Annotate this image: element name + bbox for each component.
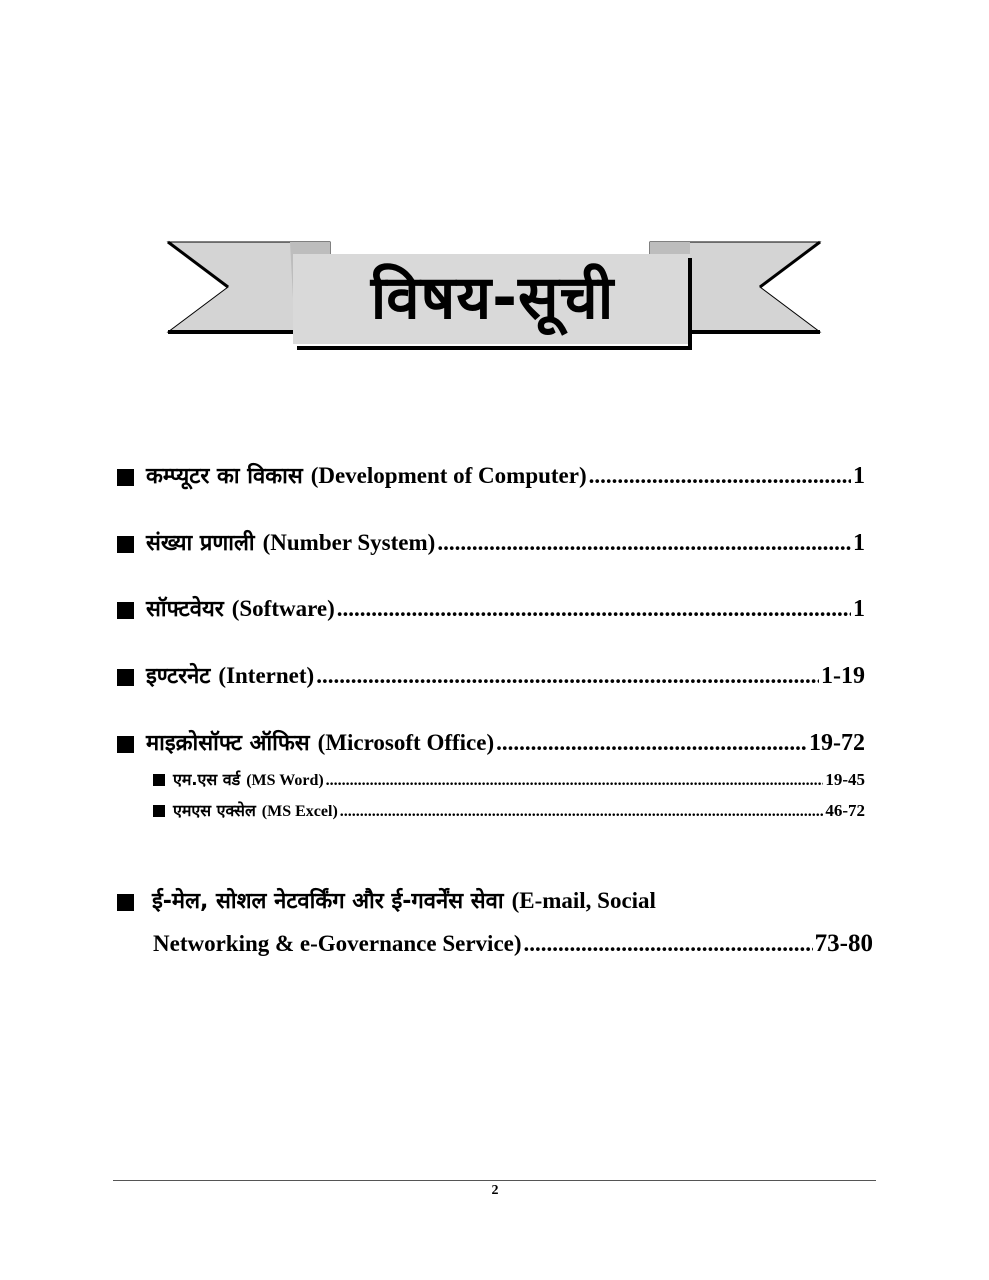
- toc-entry-software: [117, 593, 865, 627]
- toc-entry-email-social: [117, 885, 817, 919]
- entry-english-title: (Microsoft Office): [317, 730, 495, 755]
- square-bullet-icon: [153, 774, 165, 786]
- dot-leader: [524, 931, 813, 957]
- entry-page-number: 73-80: [814, 930, 873, 957]
- entry-english-title: (Development of Computer): [310, 463, 587, 488]
- entry-english-title: (E-mail, Social: [511, 888, 656, 913]
- dot-leader: [340, 803, 824, 821]
- entry-hindi-title: माइक्रोसॉफ्ट ऑफिस: [146, 731, 310, 756]
- dot-leader: [496, 730, 807, 756]
- dot-leader: [589, 463, 851, 489]
- entry-page-number: 19-72: [809, 730, 865, 756]
- footer-page-number: 2: [491, 1183, 499, 1198]
- toc-entry-email-social-continued: [153, 930, 873, 964]
- entry-page-number: 1: [853, 530, 865, 556]
- entry-english-title: (Software): [231, 596, 335, 621]
- square-bullet-icon: [117, 536, 134, 553]
- dot-leader: [326, 772, 824, 790]
- square-bullet-icon: [117, 469, 134, 486]
- entry-hindi-title: सॉफ्टवेयर: [146, 597, 224, 622]
- entry-english-title: (Number System): [262, 530, 436, 555]
- subentry-page-number: 19-45: [825, 770, 865, 789]
- subentry-page-number: 46-72: [825, 801, 865, 820]
- entry-english-title-continued: Networking & e-Governance Service): [153, 931, 522, 956]
- entry-hindi-title: संख्या प्रणाली: [146, 531, 255, 556]
- toc-entry-number-system: [117, 527, 865, 561]
- toc-subentry-ms-excel: [153, 799, 865, 823]
- entry-hindi-title: कम्प्यूटर का विकास: [146, 464, 303, 489]
- entry-page-number: 1-19: [821, 663, 865, 689]
- subentry-hindi-title: एम.एस वर्ड: [173, 770, 241, 789]
- square-bullet-icon: [117, 602, 134, 619]
- subentry-hindi-title: एमएस एक्सेल: [173, 801, 256, 820]
- toc-entry-microsoft-office: [117, 727, 865, 761]
- square-bullet-icon: [117, 736, 134, 753]
- entry-hindi-title: ई-मेल, सोशल नेटवर्किंग और ई-गवर्नेंस सेवा: [152, 889, 504, 914]
- toc-entry-development: [117, 460, 865, 494]
- toc-entry-internet: [117, 660, 865, 694]
- toc-subentry-ms-word: [153, 768, 865, 792]
- dot-leader: [316, 663, 819, 689]
- page-title: विषय-सूची: [370, 263, 615, 333]
- subentry-english-title: (MS Excel): [261, 803, 338, 820]
- dot-leader: [437, 530, 851, 556]
- entry-english-title: (Internet): [218, 663, 315, 688]
- subentry-english-title: (MS Word): [246, 772, 324, 789]
- entry-page-number: 1: [853, 463, 865, 489]
- square-bullet-icon: [117, 894, 134, 911]
- entry-hindi-title: इण्टरनेट: [146, 664, 211, 689]
- footer-divider: [113, 1180, 876, 1181]
- entry-page-number: 1: [853, 596, 865, 622]
- dot-leader: [337, 596, 851, 622]
- square-bullet-icon: [117, 669, 134, 686]
- square-bullet-icon: [153, 805, 165, 817]
